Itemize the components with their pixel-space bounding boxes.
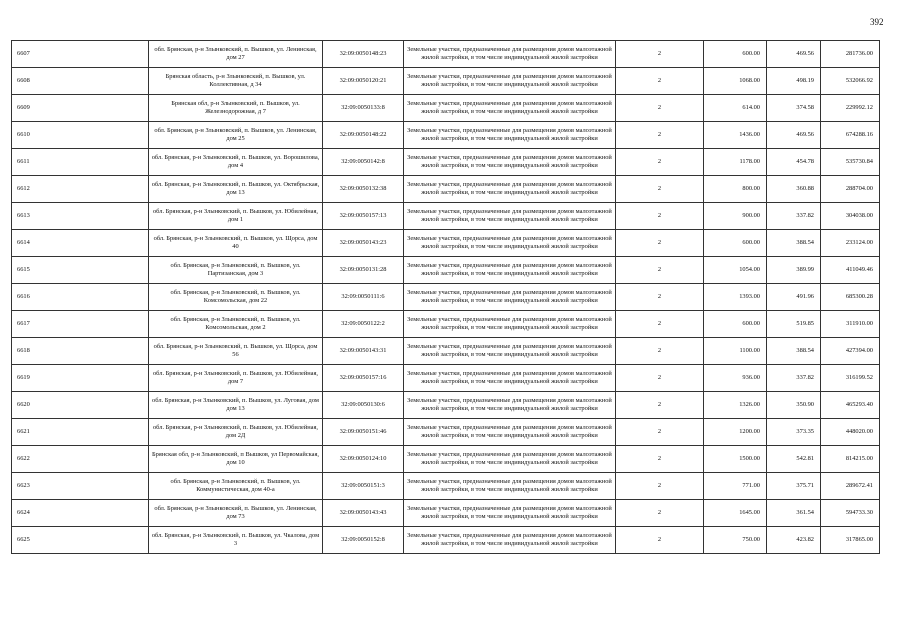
row-number: 6612 bbox=[12, 176, 149, 203]
category-cell: 2 bbox=[616, 338, 704, 365]
specific-value-cell: 469.56 bbox=[767, 122, 821, 149]
category-cell: 2 bbox=[616, 473, 704, 500]
specific-value-cell: 373.35 bbox=[767, 419, 821, 446]
area-cell: 1068.00 bbox=[704, 68, 767, 95]
table-row bbox=[12, 41, 880, 68]
page-number: 392 bbox=[870, 17, 884, 27]
address-cell: обл. Брянская, р-н Злынковский, п. Вышков, ул. Комсомольская, дом 2 bbox=[149, 311, 323, 338]
cadastral-number-cell: 32:09:0050148:23 bbox=[323, 41, 404, 68]
table-row bbox=[12, 392, 880, 419]
cadastral-value-cell: 685300.28 bbox=[821, 284, 880, 311]
cadastral-number-cell: 32:09:0050132:38 bbox=[323, 176, 404, 203]
land-use-cell: Земельные участки, предназначенные для размещения домов малоэтажной жилой застройки, в том числе индивидуальной жилой застройки bbox=[404, 365, 616, 392]
cadastral-value-cell: 288704.00 bbox=[821, 176, 880, 203]
row-number: 6616 bbox=[12, 284, 149, 311]
area-cell: 1645.00 bbox=[704, 500, 767, 527]
address-cell: обл. Брянская, р-н Злынковский, п. Вышков, ул. Партизанская, дом 3 bbox=[149, 257, 323, 284]
cadastral-number-cell: 32:09:0050148:22 bbox=[323, 122, 404, 149]
land-use-cell: Земельные участки, предназначенные для размещения домов малоэтажной жилой застройки, в том числе индивидуальной жилой застройки bbox=[404, 338, 616, 365]
category-cell: 2 bbox=[616, 95, 704, 122]
specific-value-cell: 388.54 bbox=[767, 338, 821, 365]
address-cell: обл. Брянская, р-н Злынковский, п. Вышков, ул. Октябрьская, дом 13 bbox=[149, 176, 323, 203]
category-cell: 2 bbox=[616, 446, 704, 473]
area-cell: 1500.00 bbox=[704, 446, 767, 473]
land-use-cell: Земельные участки, предназначенные для размещения домов малоэтажной жилой застройки, в том числе индивидуальной жилой застройки bbox=[404, 41, 616, 68]
specific-value-cell: 491.96 bbox=[767, 284, 821, 311]
land-use-cell: Земельные участки, предназначенные для размещения домов малоэтажной жилой застройки, в том числе индивидуальной жилой застройки bbox=[404, 95, 616, 122]
area-cell: 800.00 bbox=[704, 176, 767, 203]
area-cell: 1326.00 bbox=[704, 392, 767, 419]
category-cell: 2 bbox=[616, 68, 704, 95]
specific-value-cell: 374.58 bbox=[767, 95, 821, 122]
category-cell: 2 bbox=[616, 284, 704, 311]
cadastral-number-cell: 32:09:0050120:21 bbox=[323, 68, 404, 95]
table-body bbox=[12, 41, 880, 554]
row-number: 6623 bbox=[12, 473, 149, 500]
category-cell: 2 bbox=[616, 500, 704, 527]
land-use-cell: Земельные участки, предназначенные для размещения домов малоэтажной жилой застройки, в том числе индивидуальной жилой застройки bbox=[404, 419, 616, 446]
category-cell: 2 bbox=[616, 176, 704, 203]
specific-value-cell: 469.56 bbox=[767, 41, 821, 68]
cadastral-number-cell: 32:09:0050133:8 bbox=[323, 95, 404, 122]
area-cell: 600.00 bbox=[704, 230, 767, 257]
land-use-cell: Земельные участки, предназначенные для размещения домов малоэтажной жилой застройки, в том числе индивидуальной жилой застройки bbox=[404, 473, 616, 500]
category-cell: 2 bbox=[616, 257, 704, 284]
address-cell: Брянская обл, р-н Злынковский, п. Вышков, ул. Железнодорожная, д 7 bbox=[149, 95, 323, 122]
address-cell: обл. Брянская, р-н Злынковский, п. Вышков, ул. Щорса, дом 40 bbox=[149, 230, 323, 257]
area-cell: 900.00 bbox=[704, 203, 767, 230]
specific-value-cell: 375.71 bbox=[767, 473, 821, 500]
table-row bbox=[12, 527, 880, 554]
land-use-cell: Земельные участки, предназначенные для размещения домов малоэтажной жилой застройки, в том числе индивидуальной жилой застройки bbox=[404, 149, 616, 176]
row-number: 6610 bbox=[12, 122, 149, 149]
cadastral-value-cell: 304038.00 bbox=[821, 203, 880, 230]
cadastral-number-cell: 32:09:0050143:23 bbox=[323, 230, 404, 257]
cadastral-number-cell: 32:09:0050142:8 bbox=[323, 149, 404, 176]
specific-value-cell: 389.99 bbox=[767, 257, 821, 284]
row-number: 6614 bbox=[12, 230, 149, 257]
cadastral-number-cell: 32:09:0050130:6 bbox=[323, 392, 404, 419]
specific-value-cell: 542.81 bbox=[767, 446, 821, 473]
category-cell: 2 bbox=[616, 41, 704, 68]
address-cell: Брянская область, р-н Злынковский, п. Вышков, ул. Коллективная, д 34 bbox=[149, 68, 323, 95]
cadastral-value-cell: 317865.00 bbox=[821, 527, 880, 554]
row-number: 6624 bbox=[12, 500, 149, 527]
area-cell: 1436.00 bbox=[704, 122, 767, 149]
cadastral-value-cell: 411049.46 bbox=[821, 257, 880, 284]
cadastral-value-cell: 311910.00 bbox=[821, 311, 880, 338]
address-cell: обл. Брянская, р-н Злынковский, п. Вышков, ул. Чкалова, дом 3 bbox=[149, 527, 323, 554]
row-number: 6620 bbox=[12, 392, 149, 419]
address-cell: обл. Брянская, р-н Злынковский, п. Вышков, ул. Ворошилова, дом 4 bbox=[149, 149, 323, 176]
row-number: 6608 bbox=[12, 68, 149, 95]
address-cell: обл. Брянская, р-н Злынковский, п. Вышков, ул. Юбилейная, дом 1 bbox=[149, 203, 323, 230]
category-cell: 2 bbox=[616, 311, 704, 338]
category-cell: 2 bbox=[616, 392, 704, 419]
area-cell: 1100.00 bbox=[704, 338, 767, 365]
cadastral-number-cell: 32:09:0050131:28 bbox=[323, 257, 404, 284]
category-cell: 2 bbox=[616, 122, 704, 149]
category-cell: 2 bbox=[616, 419, 704, 446]
area-cell: 614.00 bbox=[704, 95, 767, 122]
table-row bbox=[12, 365, 880, 392]
cadastral-number-cell: 32:09:0050143:43 bbox=[323, 500, 404, 527]
row-number: 6622 bbox=[12, 446, 149, 473]
row-number: 6625 bbox=[12, 527, 149, 554]
land-use-cell: Земельные участки, предназначенные для размещения домов малоэтажной жилой застройки, в том числе индивидуальной жилой застройки bbox=[404, 311, 616, 338]
cadastral-value-cell: 427394.00 bbox=[821, 338, 880, 365]
area-cell: 771.00 bbox=[704, 473, 767, 500]
cadastral-value-cell: 674288.16 bbox=[821, 122, 880, 149]
cadastral-value-cell: 233124.00 bbox=[821, 230, 880, 257]
category-cell: 2 bbox=[616, 365, 704, 392]
row-number: 6611 bbox=[12, 149, 149, 176]
address-cell: обл. Брянская, р-н Злынковский, п. Вышков, ул. Комсомольская, дом 22 bbox=[149, 284, 323, 311]
row-number: 6607 bbox=[12, 41, 149, 68]
cadastral-value-cell: 281736.00 bbox=[821, 41, 880, 68]
row-number: 6618 bbox=[12, 338, 149, 365]
address-cell: обл. Брянская, р-н Злынковский, п. Вышков, ул. Юбилейная, дом 2Д bbox=[149, 419, 323, 446]
land-registry-table bbox=[11, 40, 880, 554]
land-use-cell: Земельные участки, предназначенные для размещения домов малоэтажной жилой застройки, в том числе индивидуальной жилой застройки bbox=[404, 500, 616, 527]
row-number: 6615 bbox=[12, 257, 149, 284]
table-row bbox=[12, 284, 880, 311]
cadastral-number-cell: 32:09:0050157:13 bbox=[323, 203, 404, 230]
table-row bbox=[12, 230, 880, 257]
cadastral-number-cell: 32:09:0050151:3 bbox=[323, 473, 404, 500]
specific-value-cell: 388.54 bbox=[767, 230, 821, 257]
table-row bbox=[12, 68, 880, 95]
category-cell: 2 bbox=[616, 149, 704, 176]
address-cell: обл. Брянская, р-н Злынковский, п. Вышков, ул. Щорса, дом 56 bbox=[149, 338, 323, 365]
land-use-cell: Земельные участки, предназначенные для размещения домов малоэтажной жилой застройки, в том числе индивидуальной жилой застройки bbox=[404, 176, 616, 203]
cadastral-value-cell: 465293.40 bbox=[821, 392, 880, 419]
cadastral-value-cell: 229992.12 bbox=[821, 95, 880, 122]
area-cell: 750.00 bbox=[704, 527, 767, 554]
specific-value-cell: 337.82 bbox=[767, 365, 821, 392]
category-cell: 2 bbox=[616, 230, 704, 257]
table-row bbox=[12, 176, 880, 203]
address-cell: Брянская обл, р-н Злынковский, п Вышков, ул Первомайская, дом 10 bbox=[149, 446, 323, 473]
cadastral-value-cell: 532066.92 bbox=[821, 68, 880, 95]
category-cell: 2 bbox=[616, 527, 704, 554]
table-row bbox=[12, 149, 880, 176]
specific-value-cell: 498.19 bbox=[767, 68, 821, 95]
cadastral-number-cell: 32:09:0050143:31 bbox=[323, 338, 404, 365]
address-cell: обл. Брянская, р-н Злынковский, п. Вышков, ул. Юбилейная, дом 7 bbox=[149, 365, 323, 392]
land-use-cell: Земельные участки, предназначенные для размещения домов малоэтажной жилой застройки, в том числе индивидуальной жилой застройки bbox=[404, 68, 616, 95]
specific-value-cell: 350.90 bbox=[767, 392, 821, 419]
area-cell: 1178.00 bbox=[704, 149, 767, 176]
cadastral-value-cell: 594733.30 bbox=[821, 500, 880, 527]
table-row bbox=[12, 419, 880, 446]
cadastral-value-cell: 448020.00 bbox=[821, 419, 880, 446]
area-cell: 1200.00 bbox=[704, 419, 767, 446]
table-row bbox=[12, 311, 880, 338]
area-cell: 1054.00 bbox=[704, 257, 767, 284]
specific-value-cell: 360.88 bbox=[767, 176, 821, 203]
table-row bbox=[12, 122, 880, 149]
table-row bbox=[12, 257, 880, 284]
table-row bbox=[12, 338, 880, 365]
land-use-cell: Земельные участки, предназначенные для размещения домов малоэтажной жилой застройки, в том числе индивидуальной жилой застройки bbox=[404, 527, 616, 554]
land-use-cell: Земельные участки, предназначенные для размещения домов малоэтажной жилой застройки, в том числе индивидуальной жилой застройки bbox=[404, 392, 616, 419]
row-number: 6617 bbox=[12, 311, 149, 338]
row-number: 6609 bbox=[12, 95, 149, 122]
cadastral-value-cell: 289672.41 bbox=[821, 473, 880, 500]
specific-value-cell: 361.54 bbox=[767, 500, 821, 527]
table-row bbox=[12, 500, 880, 527]
cadastral-number-cell: 32:09:0050111:6 bbox=[323, 284, 404, 311]
cadastral-number-cell: 32:09:0050157:16 bbox=[323, 365, 404, 392]
area-cell: 600.00 bbox=[704, 41, 767, 68]
category-cell: 2 bbox=[616, 203, 704, 230]
cadastral-number-cell: 32:09:0050151:46 bbox=[323, 419, 404, 446]
row-number: 6619 bbox=[12, 365, 149, 392]
specific-value-cell: 337.82 bbox=[767, 203, 821, 230]
land-use-cell: Земельные участки, предназначенные для размещения домов малоэтажной жилой застройки, в том числе индивидуальной жилой застройки bbox=[404, 257, 616, 284]
land-use-cell: Земельные участки, предназначенные для размещения домов малоэтажной жилой застройки, в том числе индивидуальной жилой застройки bbox=[404, 446, 616, 473]
land-use-cell: Земельные участки, предназначенные для размещения домов малоэтажной жилой застройки, в том числе индивидуальной жилой застройки bbox=[404, 203, 616, 230]
area-cell: 1393.00 bbox=[704, 284, 767, 311]
specific-value-cell: 423.82 bbox=[767, 527, 821, 554]
cadastral-value-cell: 316199.52 bbox=[821, 365, 880, 392]
table-row bbox=[12, 446, 880, 473]
specific-value-cell: 519.85 bbox=[767, 311, 821, 338]
area-cell: 936.00 bbox=[704, 365, 767, 392]
cadastral-value-cell: 814215.00 bbox=[821, 446, 880, 473]
cadastral-number-cell: 32:09:0050152:8 bbox=[323, 527, 404, 554]
address-cell: обл. Брянская, р-н Злынковский, п. Вышков, ул. Ленинская, дом 25 bbox=[149, 122, 323, 149]
row-number: 6621 bbox=[12, 419, 149, 446]
cadastral-value-cell: 535730.84 bbox=[821, 149, 880, 176]
area-cell: 600.00 bbox=[704, 311, 767, 338]
cadastral-number-cell: 32:09:0050122:2 bbox=[323, 311, 404, 338]
address-cell: обл. Брянская, р-н Злынковский, п. Вышков, ул. Ленинская, дом 73 bbox=[149, 500, 323, 527]
address-cell: обл. Брянская, р-н Злынковский, п. Вышков, ул. Луговая, дом дом 13 bbox=[149, 392, 323, 419]
land-use-cell: Земельные участки, предназначенные для размещения домов малоэтажной жилой застройки, в том числе индивидуальной жилой застройки bbox=[404, 230, 616, 257]
address-cell: обл. Брянская, р-н Злынковский, п. Вышков, ул. Ленинская, дом 27 bbox=[149, 41, 323, 68]
table-row bbox=[12, 95, 880, 122]
cadastral-number-cell: 32:09:0050124:10 bbox=[323, 446, 404, 473]
specific-value-cell: 454.78 bbox=[767, 149, 821, 176]
address-cell: обл. Брянская, р-н Злынковский, п. Вышков, ул. Коммунистическая, дом 40-а bbox=[149, 473, 323, 500]
land-use-cell: Земельные участки, предназначенные для размещения домов малоэтажной жилой застройки, в том числе индивидуальной жилой застройки bbox=[404, 122, 616, 149]
table-row bbox=[12, 473, 880, 500]
row-number: 6613 bbox=[12, 203, 149, 230]
table-row bbox=[12, 203, 880, 230]
land-use-cell: Земельные участки, предназначенные для размещения домов малоэтажной жилой застройки, в том числе индивидуальной жилой застройки bbox=[404, 284, 616, 311]
